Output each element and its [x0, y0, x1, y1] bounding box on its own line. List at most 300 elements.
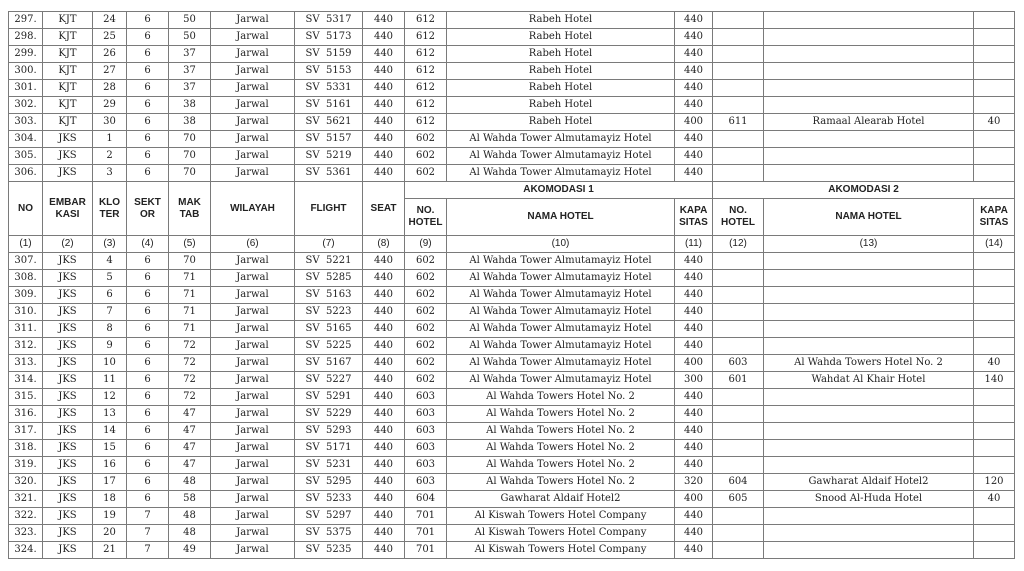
cell-flight: SV 5153 [295, 63, 363, 80]
cell-sektor: 6 [127, 304, 169, 321]
cell-kapasitas-1: 440 [675, 440, 713, 457]
cell-sektor: 6 [127, 423, 169, 440]
cell-no: 305. [9, 148, 43, 165]
table-body-bottom [9, 253, 1015, 559]
cell-no-hotel-1: 603 [405, 440, 447, 457]
cell-no-hotel-1: 602 [405, 287, 447, 304]
cell-embarkasi: JKS [43, 287, 93, 304]
cell-flight: SV 5223 [295, 304, 363, 321]
cell-kapasitas-1: 440 [675, 63, 713, 80]
cell-nama-hotel-2 [764, 525, 974, 542]
cell-flight: SV 5331 [295, 80, 363, 97]
cell-flight: SV 5285 [295, 270, 363, 287]
cell-no: 322. [9, 508, 43, 525]
col-header-line: SITAS [979, 217, 1009, 228]
cell-seat: 440 [363, 423, 405, 440]
col-header-line: HOTEL [721, 217, 755, 228]
cell-flight: SV 5621 [295, 114, 363, 131]
cell-nama-hotel-1: Al Wahda Tower Almutamayiz Hotel [447, 338, 675, 355]
cell-nama-hotel-1: Al Wahda Towers Hotel No. 2 [447, 423, 675, 440]
cell-no: 310. [9, 304, 43, 321]
cell-no-hotel-1: 603 [405, 389, 447, 406]
cell-maktab: 47 [169, 440, 211, 457]
cell-kapasitas-2 [974, 423, 1015, 440]
cell-wilayah: Jarwal [211, 338, 295, 355]
cell-no-hotel-2 [713, 253, 764, 270]
cell-maktab: 38 [169, 97, 211, 114]
cell-no: 300. [9, 63, 43, 80]
cell-no-hotel-1: 612 [405, 46, 447, 63]
cell-maktab: 50 [169, 29, 211, 46]
table-row [9, 372, 1015, 389]
cell-no-hotel-1: 612 [405, 80, 447, 97]
cell-nama-hotel-2: Snood Al-Huda Hotel [764, 491, 974, 508]
cell-nama-hotel-2 [764, 304, 974, 321]
table-row [9, 97, 1015, 114]
cell-no-hotel-1: 602 [405, 253, 447, 270]
cell-kapasitas-1: 440 [675, 12, 713, 29]
table-row [9, 270, 1015, 287]
col-header-flight [295, 182, 363, 236]
cell-maktab: 49 [169, 542, 211, 559]
cell-sektor: 6 [127, 148, 169, 165]
cell-sektor: 6 [127, 63, 169, 80]
cell-seat: 440 [363, 355, 405, 372]
col-header-seat [363, 182, 405, 236]
cell-nama-hotel-2 [764, 440, 974, 457]
cell-embarkasi: KJT [43, 114, 93, 131]
cell-flight: SV 5163 [295, 287, 363, 304]
cell-maktab: 72 [169, 372, 211, 389]
cell-sektor: 6 [127, 12, 169, 29]
column-number: (9) [405, 236, 447, 253]
hotel-allocation-table [8, 11, 1015, 559]
cell-no: 313. [9, 355, 43, 372]
col-header-line: NO [18, 202, 33, 214]
table-header [9, 182, 1015, 253]
cell-kloter: 5 [93, 270, 127, 287]
cell-no: 317. [9, 423, 43, 440]
cell-sektor: 6 [127, 287, 169, 304]
cell-embarkasi: JKS [43, 525, 93, 542]
cell-wilayah: Jarwal [211, 29, 295, 46]
cell-nama-hotel-1: Al Wahda Tower Almutamayiz Hotel [447, 131, 675, 148]
cell-kloter: 9 [93, 338, 127, 355]
cell-no-hotel-2 [713, 148, 764, 165]
cell-kapasitas-2 [974, 304, 1015, 321]
cell-kapasitas-2 [974, 321, 1015, 338]
cell-flight: SV 5235 [295, 542, 363, 559]
cell-seat: 440 [363, 321, 405, 338]
cell-embarkasi: JKS [43, 491, 93, 508]
table-row [9, 321, 1015, 338]
cell-kloter: 8 [93, 321, 127, 338]
table-row [9, 389, 1015, 406]
cell-wilayah: Jarwal [211, 131, 295, 148]
cell-nama-hotel-1: Al Wahda Tower Almutamayiz Hotel [447, 287, 675, 304]
cell-no: 306. [9, 165, 43, 182]
cell-wilayah: Jarwal [211, 97, 295, 114]
cell-nama-hotel-2 [764, 80, 974, 97]
column-number: (13) [764, 236, 974, 253]
col-header-line: SEKT [134, 196, 161, 208]
cell-sektor: 6 [127, 372, 169, 389]
table-row [9, 457, 1015, 474]
cell-kloter: 6 [93, 287, 127, 304]
cell-sektor: 6 [127, 338, 169, 355]
cell-no-hotel-2 [713, 321, 764, 338]
cell-no: 319. [9, 457, 43, 474]
cell-seat: 440 [363, 253, 405, 270]
cell-no: 308. [9, 270, 43, 287]
cell-kloter: 2 [93, 148, 127, 165]
cell-no-hotel-2 [713, 525, 764, 542]
cell-no: 304. [9, 131, 43, 148]
cell-nama-hotel-1: Al Wahda Towers Hotel No. 2 [447, 474, 675, 491]
cell-kapasitas-1: 440 [675, 304, 713, 321]
cell-no: 312. [9, 338, 43, 355]
cell-sektor: 6 [127, 165, 169, 182]
cell-no-hotel-1: 612 [405, 12, 447, 29]
cell-no-hotel-1: 603 [405, 457, 447, 474]
cell-kapasitas-2 [974, 338, 1015, 355]
cell-flight: SV 5233 [295, 491, 363, 508]
col-header-nama-hotel-2 [764, 199, 974, 236]
cell-wilayah: Jarwal [211, 148, 295, 165]
cell-embarkasi: JKS [43, 148, 93, 165]
cell-no-hotel-2 [713, 508, 764, 525]
table-row [9, 338, 1015, 355]
cell-kapasitas-2: 40 [974, 491, 1015, 508]
cell-wilayah: Jarwal [211, 355, 295, 372]
table-row [9, 423, 1015, 440]
cell-seat: 440 [363, 80, 405, 97]
cell-kapasitas-2 [974, 457, 1015, 474]
cell-no-hotel-2 [713, 423, 764, 440]
cell-nama-hotel-2 [764, 338, 974, 355]
cell-nama-hotel-2 [764, 389, 974, 406]
cell-nama-hotel-1: Rabeh Hotel [447, 12, 675, 29]
cell-flight: SV 5293 [295, 423, 363, 440]
cell-no-hotel-2 [713, 97, 764, 114]
cell-maktab: 48 [169, 508, 211, 525]
col-header-line: WILAYAH [230, 202, 275, 214]
cell-nama-hotel-2 [764, 46, 974, 63]
cell-no: 301. [9, 80, 43, 97]
cell-flight: SV 5375 [295, 525, 363, 542]
col-header-line: FLIGHT [310, 202, 347, 214]
cell-nama-hotel-1: Al Kiswah Towers Hotel Company [447, 542, 675, 559]
cell-flight: SV 5229 [295, 406, 363, 423]
table-row [9, 63, 1015, 80]
cell-nama-hotel-1: Al Kiswah Towers Hotel Company [447, 508, 675, 525]
table-row [9, 440, 1015, 457]
cell-kapasitas-1: 440 [675, 338, 713, 355]
cell-kapasitas-2: 120 [974, 474, 1015, 491]
cell-flight: SV 5161 [295, 97, 363, 114]
cell-embarkasi: JKS [43, 406, 93, 423]
col-header-line: SEAT [370, 202, 397, 214]
cell-kapasitas-1: 320 [675, 474, 713, 491]
cell-nama-hotel-2: Gawharat Aldaif Hotel2 [764, 474, 974, 491]
cell-nama-hotel-2 [764, 287, 974, 304]
cell-wilayah: Jarwal [211, 165, 295, 182]
cell-sektor: 6 [127, 406, 169, 423]
cell-seat: 440 [363, 508, 405, 525]
cell-no-hotel-1: 602 [405, 338, 447, 355]
cell-nama-hotel-1: Rabeh Hotel [447, 97, 675, 114]
cell-wilayah: Jarwal [211, 80, 295, 97]
cell-no-hotel-1: 602 [405, 148, 447, 165]
cell-wilayah: Jarwal [211, 457, 295, 474]
cell-flight: SV 5291 [295, 389, 363, 406]
table-row [9, 131, 1015, 148]
cell-no-hotel-2 [713, 457, 764, 474]
cell-nama-hotel-2: Ramaal Alearab Hotel [764, 114, 974, 131]
cell-kloter: 16 [93, 457, 127, 474]
cell-nama-hotel-1: Gawharat Aldaif Hotel2 [447, 491, 675, 508]
cell-seat: 440 [363, 304, 405, 321]
cell-maktab: 48 [169, 474, 211, 491]
cell-no-hotel-2: 603 [713, 355, 764, 372]
cell-kapasitas-1: 440 [675, 165, 713, 182]
cell-no: 320. [9, 474, 43, 491]
cell-kapasitas-1: 400 [675, 114, 713, 131]
cell-kapasitas-1: 400 [675, 491, 713, 508]
cell-seat: 440 [363, 440, 405, 457]
cell-seat: 440 [363, 114, 405, 131]
cell-sektor: 6 [127, 355, 169, 372]
cell-nama-hotel-2 [764, 29, 974, 46]
cell-wilayah: Jarwal [211, 304, 295, 321]
column-number: (3) [93, 236, 127, 253]
cell-flight: SV 5225 [295, 338, 363, 355]
cell-flight: SV 5317 [295, 12, 363, 29]
cell-nama-hotel-1: Al Wahda Tower Almutamayiz Hotel [447, 372, 675, 389]
cell-no: 299. [9, 46, 43, 63]
cell-kapasitas-2 [974, 131, 1015, 148]
table-row [9, 542, 1015, 559]
cell-no-hotel-1: 612 [405, 63, 447, 80]
cell-kloter: 19 [93, 508, 127, 525]
cell-kapasitas-2: 40 [974, 355, 1015, 372]
cell-kapasitas-2 [974, 63, 1015, 80]
cell-sektor: 6 [127, 389, 169, 406]
cell-no-hotel-2 [713, 389, 764, 406]
column-number: (14) [974, 236, 1015, 253]
cell-flight: SV 5295 [295, 474, 363, 491]
column-number: (7) [295, 236, 363, 253]
cell-no: 315. [9, 389, 43, 406]
table-row [9, 253, 1015, 270]
cell-no: 302. [9, 97, 43, 114]
cell-embarkasi: KJT [43, 12, 93, 29]
table-row [9, 287, 1015, 304]
cell-no: 323. [9, 525, 43, 542]
cell-nama-hotel-2 [764, 406, 974, 423]
col-header-sektor [127, 182, 169, 236]
cell-no: 321. [9, 491, 43, 508]
cell-nama-hotel-1: Al Wahda Towers Hotel No. 2 [447, 440, 675, 457]
cell-maktab: 37 [169, 46, 211, 63]
cell-maktab: 72 [169, 355, 211, 372]
cell-no-hotel-1: 612 [405, 114, 447, 131]
cell-kloter: 20 [93, 525, 127, 542]
cell-nama-hotel-2 [764, 97, 974, 114]
cell-seat: 440 [363, 131, 405, 148]
cell-kapasitas-1: 440 [675, 253, 713, 270]
cell-sektor: 6 [127, 131, 169, 148]
cell-nama-hotel-2 [764, 63, 974, 80]
cell-maktab: 48 [169, 525, 211, 542]
cell-nama-hotel-2: Al Wahda Towers Hotel No. 2 [764, 355, 974, 372]
cell-wilayah: Jarwal [211, 474, 295, 491]
cell-no: 307. [9, 253, 43, 270]
cell-no: 324. [9, 542, 43, 559]
col-header-line: NAMA HOTEL [527, 211, 594, 222]
cell-no-hotel-2 [713, 46, 764, 63]
cell-nama-hotel-2 [764, 253, 974, 270]
cell-kloter: 1 [93, 131, 127, 148]
cell-nama-hotel-2 [764, 165, 974, 182]
cell-kloter: 7 [93, 304, 127, 321]
cell-maktab: 58 [169, 491, 211, 508]
cell-flight: SV 5171 [295, 440, 363, 457]
cell-no-hotel-2 [713, 270, 764, 287]
cell-nama-hotel-1: Al Wahda Towers Hotel No. 2 [447, 389, 675, 406]
cell-flight: SV 5165 [295, 321, 363, 338]
col-header-nama-hotel-1 [447, 199, 675, 236]
column-number: (5) [169, 236, 211, 253]
cell-kapasitas-2 [974, 12, 1015, 29]
cell-no: 311. [9, 321, 43, 338]
cell-kapasitas-2 [974, 525, 1015, 542]
cell-kapasitas-1: 400 [675, 355, 713, 372]
column-number: (6) [211, 236, 295, 253]
cell-flight: SV 5221 [295, 253, 363, 270]
cell-flight: SV 5167 [295, 355, 363, 372]
cell-wilayah: Jarwal [211, 440, 295, 457]
cell-embarkasi: JKS [43, 304, 93, 321]
cell-kloter: 26 [93, 46, 127, 63]
cell-maktab: 71 [169, 270, 211, 287]
cell-wilayah: Jarwal [211, 423, 295, 440]
cell-maktab: 47 [169, 423, 211, 440]
col-header-line: EMBAR [49, 196, 86, 208]
cell-seat: 440 [363, 457, 405, 474]
table-row [9, 148, 1015, 165]
cell-seat: 440 [363, 338, 405, 355]
cell-no: 298. [9, 29, 43, 46]
col-header-line: KASI [55, 208, 80, 220]
cell-kapasitas-2 [974, 253, 1015, 270]
cell-kapasitas-2 [974, 440, 1015, 457]
column-number: (8) [363, 236, 405, 253]
cell-maktab: 47 [169, 406, 211, 423]
cell-kapasitas-1: 440 [675, 321, 713, 338]
cell-wilayah: Jarwal [211, 372, 295, 389]
cell-seat: 440 [363, 29, 405, 46]
cell-embarkasi: JKS [43, 253, 93, 270]
cell-no-hotel-2: 604 [713, 474, 764, 491]
cell-embarkasi: JKS [43, 270, 93, 287]
cell-nama-hotel-1: Al Wahda Tower Almutamayiz Hotel [447, 355, 675, 372]
cell-nama-hotel-1: Al Wahda Towers Hotel No. 2 [447, 457, 675, 474]
cell-kloter: 10 [93, 355, 127, 372]
cell-kapasitas-1: 440 [675, 389, 713, 406]
cell-nama-hotel-1: Rabeh Hotel [447, 46, 675, 63]
cell-wilayah: Jarwal [211, 287, 295, 304]
cell-seat: 440 [363, 287, 405, 304]
cell-embarkasi: JKS [43, 131, 93, 148]
cell-flight: SV 5361 [295, 165, 363, 182]
cell-no-hotel-2 [713, 29, 764, 46]
cell-sektor: 6 [127, 321, 169, 338]
cell-sektor: 6 [127, 114, 169, 131]
cell-sektor: 6 [127, 46, 169, 63]
cell-sektor: 6 [127, 474, 169, 491]
column-number: (2) [43, 236, 93, 253]
cell-flight: SV 5173 [295, 29, 363, 46]
cell-wilayah: Jarwal [211, 253, 295, 270]
cell-maktab: 71 [169, 304, 211, 321]
cell-embarkasi: JKS [43, 457, 93, 474]
cell-flight: SV 5297 [295, 508, 363, 525]
cell-seat: 440 [363, 372, 405, 389]
cell-seat: 440 [363, 389, 405, 406]
cell-seat: 440 [363, 165, 405, 182]
col-header-line: TER [99, 208, 120, 220]
cell-no-hotel-1: 603 [405, 406, 447, 423]
column-number-row [9, 236, 1015, 253]
cell-no-hotel-1: 604 [405, 491, 447, 508]
cell-nama-hotel-1: Al Wahda Tower Almutamayiz Hotel [447, 165, 675, 182]
cell-no-hotel-2 [713, 440, 764, 457]
cell-kloter: 30 [93, 114, 127, 131]
cell-kloter: 25 [93, 29, 127, 46]
cell-nama-hotel-1: Rabeh Hotel [447, 80, 675, 97]
cell-kloter: 4 [93, 253, 127, 270]
cell-no-hotel-1: 701 [405, 542, 447, 559]
cell-kloter: 14 [93, 423, 127, 440]
cell-embarkasi: JKS [43, 165, 93, 182]
cell-kapasitas-2 [974, 29, 1015, 46]
cell-nama-hotel-2 [764, 508, 974, 525]
cell-no-hotel-1: 603 [405, 474, 447, 491]
cell-embarkasi: KJT [43, 80, 93, 97]
cell-no-hotel-2 [713, 131, 764, 148]
col-header-line: KAPA [980, 205, 1008, 216]
cell-no-hotel-1: 612 [405, 29, 447, 46]
group-header-akomodasi-1: AKOMODASI 1 [405, 182, 713, 199]
cell-kloter: 3 [93, 165, 127, 182]
cell-kapasitas-1: 440 [675, 525, 713, 542]
table-row [9, 114, 1015, 131]
cell-no-hotel-1: 603 [405, 423, 447, 440]
cell-flight: SV 5231 [295, 457, 363, 474]
cell-kapasitas-2: 140 [974, 372, 1015, 389]
cell-kloter: 13 [93, 406, 127, 423]
cell-sektor: 7 [127, 508, 169, 525]
col-header-wilayah [211, 182, 295, 236]
cell-kapasitas-1: 440 [675, 97, 713, 114]
cell-wilayah: Jarwal [211, 114, 295, 131]
cell-embarkasi: JKS [43, 440, 93, 457]
col-header-line: HOTEL [408, 217, 443, 228]
table-row [9, 474, 1015, 491]
cell-kapasitas-1: 440 [675, 423, 713, 440]
cell-no-hotel-2 [713, 165, 764, 182]
